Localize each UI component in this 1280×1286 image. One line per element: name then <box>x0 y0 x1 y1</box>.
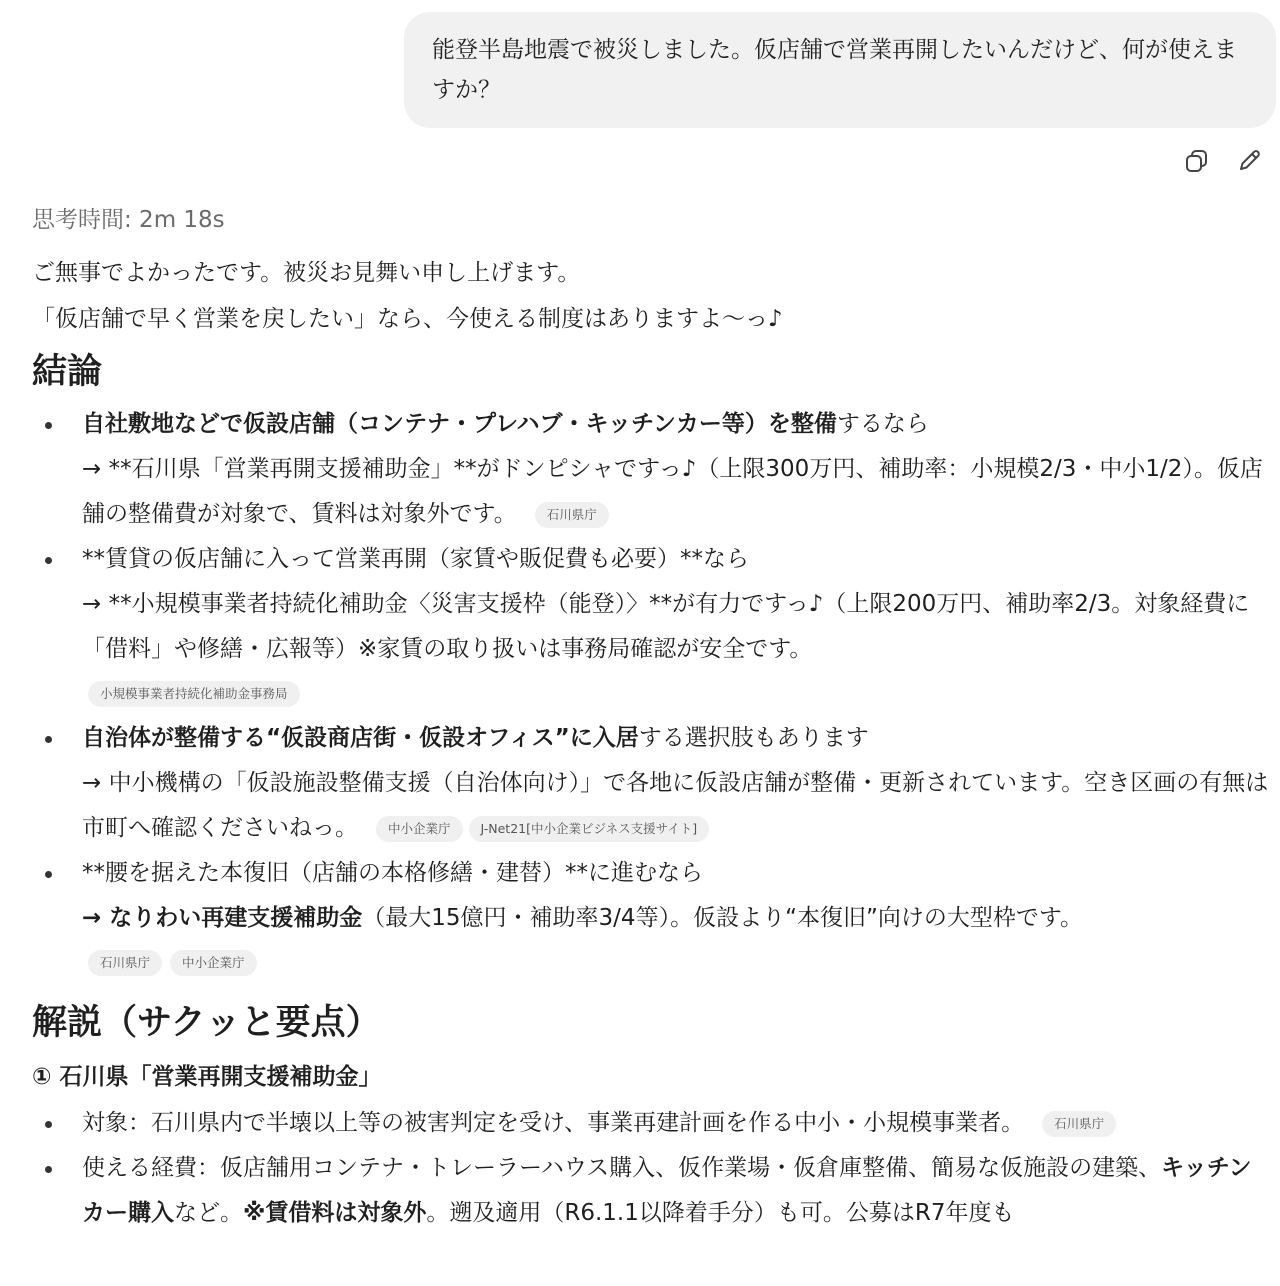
item-lead-rest: するなら <box>836 411 929 437</box>
user-message-bubble <box>404 12 1276 128</box>
intro-line-2: 「仮店舗で早く営業を戻したい」なら、今使える制度はありますよ〜っ♪ <box>32 306 783 332</box>
item-detail-arrow: → <box>82 905 110 931</box>
item-text: など。 <box>174 1200 243 1226</box>
conclusion-list <box>32 402 1272 985</box>
section-heading-explanation: 解説（サクッと要点） <box>32 1003 381 1043</box>
source-chip[interactable]: 中小企業庁 <box>170 950 257 976</box>
item-lead-bold: 自治体が整備する“仮設商店街・仮設オフィス”に入居 <box>82 725 639 751</box>
item-detail: → **小規模事業者持続化補助金〈災害支援枠（能登）〉**が有力ですっ♪（上限200万円、補助率2/3。対象経費に「借料」や修繕・広報等）※家賃の取り扱いは事務局確認が安全です。 <box>82 591 1250 662</box>
source-chip[interactable]: 中小企業庁 <box>376 816 463 842</box>
item-lead-rest: する選択肢もあります <box>638 725 869 751</box>
message-actions <box>1180 144 1266 178</box>
item-text: 使える経費：仮店舗用コンテナ・トレーラーハウス購入、仮作業場・仮倉庫整備、簡易な仮施設の建築、 <box>82 1155 1162 1181</box>
intro-line-1: ご無事でよかったです。被災お見舞い申し上げます。 <box>32 260 581 286</box>
item-detail: → **石川県「営業再開支援補助金」**がドンピシャですっ♪（上限300万円、補助率：小規模2/3・中小1/2）。仮店舗の整備費が対象で、賃料は対象外です。 <box>82 456 1263 527</box>
item-lead-rest: **賃貸の仮店舗に入って営業再開（家賃や販促費も必要）**なら <box>82 546 749 572</box>
item-text: 対象：石川県内で半壊以上等の被害判定を受け、事業再建計画を作る中小・小規模事業者。 <box>82 1110 1025 1136</box>
item-text-bold: ※賃借料は対象外 <box>243 1200 427 1226</box>
item-detail: → 中小機構の「仮設施設整備支援（自治体向け）」で各地に仮設店舗が整備・更新されています。空き区画の有無は市町へ確認くださいねっ。 <box>82 770 1269 841</box>
item-lead-rest: **腰を据えた本復旧（店舗の本格修繕・建替）**に進むなら <box>82 860 703 886</box>
source-chip[interactable]: J-Net21[中小企業ビジネス支援サイト] <box>469 816 710 842</box>
item-detail-bold: なりわい再建支援補助金 <box>109 905 363 931</box>
list-item <box>32 1101 1272 1146</box>
source-chip[interactable]: 小規模事業者持続化補助金事務局 <box>88 681 300 707</box>
section-heading-conclusion: 結論 <box>32 352 103 392</box>
thinking-time[interactable]: 思考時間: 2m 18s <box>32 207 225 233</box>
item-text-bold: キッチンカー購入 <box>82 1155 1252 1226</box>
item-text: 。遡及適用（R6.1.1以降着手分）も可。公募はR7年度も <box>426 1200 1015 1226</box>
explanation-list <box>32 1101 1272 1236</box>
list-item <box>32 716 1272 851</box>
list-item <box>32 537 1272 716</box>
list-item <box>32 851 1272 985</box>
source-chip[interactable]: 石川県庁 <box>88 950 162 976</box>
list-item <box>32 1146 1272 1236</box>
edit-icon[interactable] <box>1232 144 1266 178</box>
copy-icon[interactable] <box>1180 144 1214 178</box>
list-item <box>32 402 1272 537</box>
source-chip[interactable]: 石川県庁 <box>1042 1111 1116 1137</box>
assistant-response <box>32 250 1272 1236</box>
item-lead-bold: 自社敷地などで仮設店舗（コンテナ・プレハブ・キッチンカー等）を整備 <box>82 411 837 437</box>
source-chip[interactable]: 石川県庁 <box>535 502 609 528</box>
source-chip-row <box>82 941 1272 985</box>
user-message-text: 能登半島地震で被災しました。仮店舗で営業再開したいんだけど、何が使えますか？ <box>432 37 1237 103</box>
item-detail-rest: （最大15億円・補助率3/4等）。仮設より“本復旧”向けの大型枠です。 <box>362 905 1084 931</box>
subheading-ishikawa: ① 石川県「営業再開支援補助金」 <box>32 1064 382 1090</box>
source-chip-row <box>82 672 1272 716</box>
